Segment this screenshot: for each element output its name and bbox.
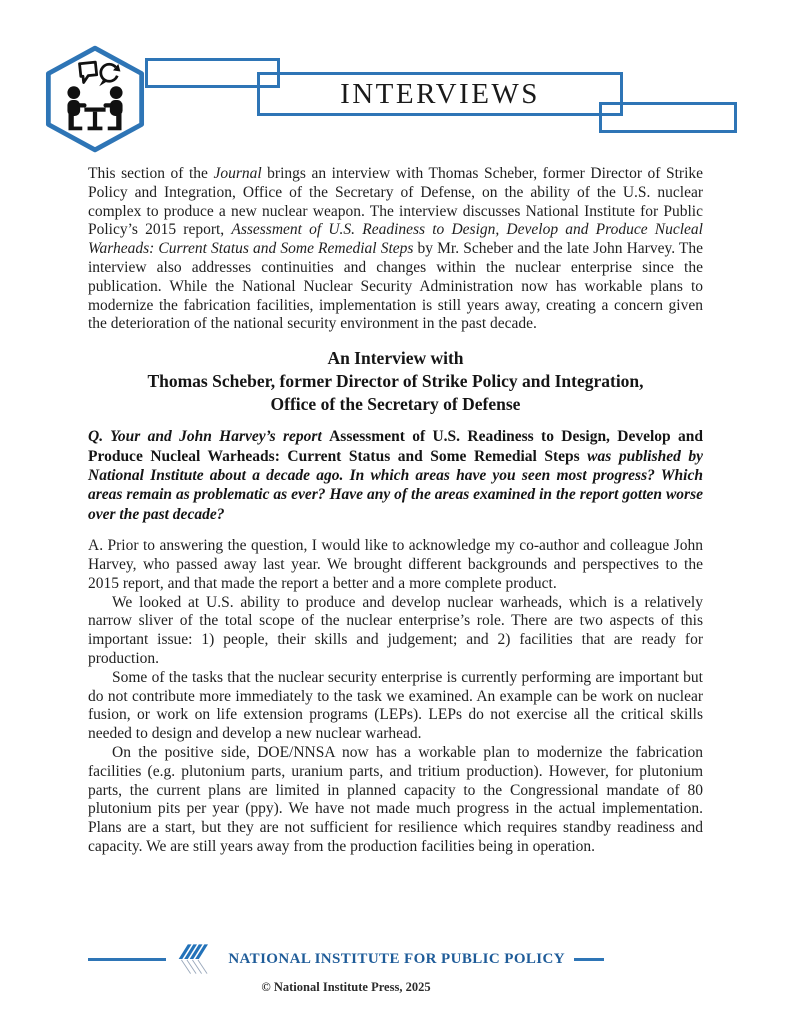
footer-rule-left (88, 958, 166, 961)
footer-rule-right (574, 958, 604, 961)
heading-line-2: Thomas Scheber, former Director of Strike Policy and Integration, (147, 371, 644, 392)
page-title: INTERVIEWS (340, 77, 540, 110)
interview-heading (88, 347, 703, 416)
question-report-title: Assessment of U.S. Readiness to Design, Develop and Produce Nucleal Warheads: Current Status and Some Remedial Steps (88, 428, 703, 465)
interview-hexagon-icon (42, 45, 148, 153)
answer-paragraph-1: A. Prior to answering the question, I would like to acknowledge my co-author and colleague John Harvey, who passed away last year. We brought different backgrounds and perspectives to the 2015 report, and that made the report a better and a more complete product. (88, 537, 703, 592)
page-header (0, 0, 791, 150)
answer-paragraph-2: We looked at U.S. ability to produce and develop nuclear warheads, which is a relatively narrow sliver of the total scope of the nuclear enterprise’s role. There are two aspects of this important issue: 1) people, their skills and judgement; and 2) facilities that are ready for production. (88, 593, 703, 667)
answer-paragraph-3: Some of the tasks that the nuclear security enterprise is currently performing are important but do not contribute more immediately to the task we examined. An example can be work on nuclear fusion, or work on life extension programs (LEPs). LEPs do not exercise all the critical skills needed to design and develop a new nuclear warhead. (88, 668, 703, 743)
institute-name: NATIONAL INSTITUTE FOR PUBLIC POLICY (228, 950, 565, 967)
answer-paragraph-4: On the positive side, DOE/NNSA now has a workable plan to modernize the fabrication facilities (e.g. plutonium parts, uranium parts, and tritium production). However, for plutonium parts, the current plans are limited in planned capacity to the Congressional mandate of 80 plutonium pits per year (ppy). We have not made much progress in the actual implementation. Plans are a start, but they are not sufficient for resilience which requires standby readiness and capacity. We are still years away from the production facilities being in operation. (88, 743, 703, 855)
answer-section (88, 537, 703, 857)
institute-logo-icon (175, 943, 219, 975)
journal-name: Journal (213, 165, 262, 182)
heading-line-3: Office of the Secretary of Defense (270, 394, 521, 415)
decor-rect-bottom-right (599, 102, 737, 133)
heading-line-1: An Interview with (327, 348, 464, 369)
footer-brand-row (88, 942, 604, 976)
page-footer (88, 942, 604, 995)
question-lead: Q. Your and John Harvey’s report (88, 428, 330, 446)
report-title: Assessment of U.S. Readiness to Design, Develop and Produce Nucleal Warheads: Current Status and Some Remedial Steps (88, 221, 703, 258)
intro-seg1: This section of the (88, 165, 214, 182)
copyright-notice: © National Institute Press, 2025 (261, 980, 431, 994)
section-title-box (257, 72, 623, 116)
intro-seg3: by Mr. Scheber and the late John Harvey. The interview also addresses continuities and changes within the nuclear enterprise since the publication. While the National Nuclear Security Administration now has workable plans to modernize the fabrication facilities, implementation is still years away, creating a concern given the deterioration of the national security environment in the past decade. (88, 240, 704, 333)
question-tail: was published by National Institute about a decade ago. In which areas have you seen most progress? Which areas remain as problematic as ever? Have any of the areas examined in the report gotten worse over the past decade? (88, 447, 704, 523)
article-body (88, 150, 703, 857)
intro-seg2: brings an interview with Thomas Scheber, former Director of Strike Policy and Integration, Office of the Secretary of Defense, on the ability of the U.S. nuclear complex to produce a new nuclear weapon. The interview discusses National Institute for Public Policy’s 2015 report, (88, 165, 704, 239)
intro-paragraph (88, 165, 703, 334)
question-paragraph (88, 427, 703, 524)
